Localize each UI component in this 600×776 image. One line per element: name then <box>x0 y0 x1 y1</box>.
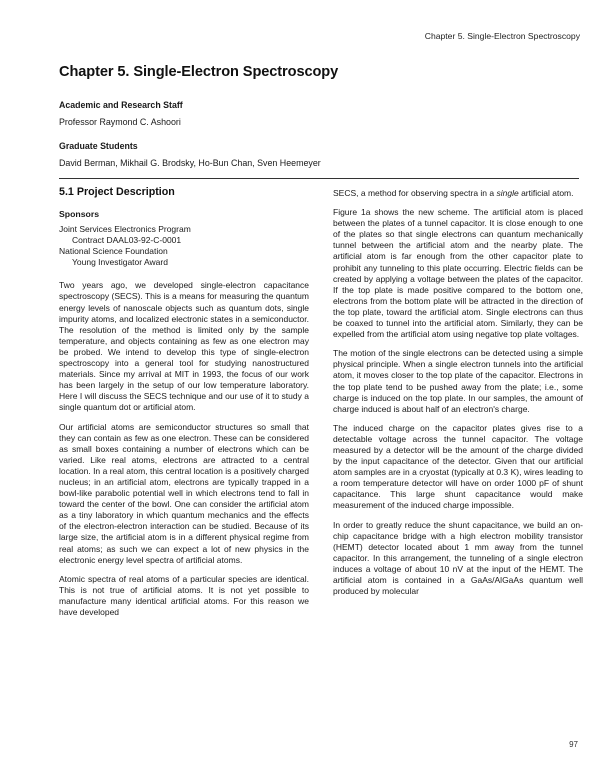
graduate-students-members: David Berman, Mikhail G. Brodsky, Ho-Bun Chan, Sven Heemeyer <box>59 158 321 168</box>
body-paragraph: Two years ago, we developed single-electron capacitance spectroscopy (SECS). This is a means for measuring the quantum energy levels of nanoscale objects such as quantum dots, single impurity atoms, and localized electronic states in a semiconductor. The resolution of the method is limited only by the sample temperature, and objects containing as few as one electron may be probed. We intend to develop this type of single-electron spectroscopy into a general tool for studying nanostructured materials. Since my arrival at MIT in 1993, the focus of our work has been largely in the setup of our low temperature laboratory. Here I will discuss the SECS technique and our use of it to study a single quantum dot or artificial atom. <box>59 280 309 413</box>
body-paragraph: The induced charge on the capacitor plates gives rise to a detectable voltage across the tunnel capacitor. The voltage measured by a detector will be the amount of the charge divided by the input capacitance of the detector. Given that our artificial atom samples are in a cryostat (typically at 0.3 K), wires leading to a room temperature detector will have on order 1000 pF of shunt capacitance. This large shunt capacitance would make measurement of the induced charge impossible. <box>333 422 583 511</box>
section-title: 5.1 Project Description <box>59 186 175 198</box>
body-paragraph: The motion of the single electrons can be detected using a simple physical principle. When a single electron tunnels into the artificial atom, it moves closer to the top plate of the capacitor. Electrons in the top plate tend to be pushed away from the plate; i.e., some charge is induced on the top plate. In our samples, the amount of charge induced is about half of an electron's charge. <box>333 348 583 414</box>
sponsor-line: Contract DAAL03-92-C-0001 <box>72 235 182 246</box>
left-column <box>59 186 309 626</box>
body-paragraph: Our artificial atoms are semiconductor structures so small that they can contain as few as one electron. These can be considered as small boxes containing a number of electrons which can be varied. Like real atoms, electrons are attracted to a central location. In a real atom, this central location is a positively charged nucleus; in an artificial atom, electrons are typically trapped in a bowl-like parabolic potential well in which electrons tend to fall in toward the center of the bowl. One can consider the artificial atom as a tiny laboratory in which quantum mechanics and the effects of the electron-electron interaction can be studied. Because of its large size, the artificial atom is in a different physical regime from real atoms; as such we can expect a lot of new physics in the electronic energy level spectra of artificial atoms. <box>59 421 309 565</box>
sponsors-heading: Sponsors <box>59 209 100 219</box>
right-column <box>333 188 583 605</box>
body-paragraph: In order to greatly reduce the shunt capacitance, we build an on-chip capacitance bridge with a high electron mobility transistor (HEMT) detector located about 1 mm away from the tunnel capacitor. In this arrangement, the tunneling of a single electron induces a voltage of about 10 nV at the input of the HEMT. The artificial atom is contained in a GaAs/AlGaAs quantum well produced by molecular <box>333 519 583 597</box>
body-paragraph: Figure 1a shows the new scheme. The artificial atom is placed between the plates of a tunnel capacitor. It is close enough to one of the plates so that single electrons can quantum mechanically tunnel between the artificial atom and the nearby plate. The artificial atom is far enough from the other capacitor plate to prohibit any tunneling to this plate occurring. Electric fields can be created by applying a voltage between the plates of the capacitor. If the top plate is made positive compared to the bottom one, electrons from the bottom plate will be attracted in the direction of the top plate, toward the artificial atom. Single electrons can thus be coaxed to tunnel into the artificial atom. Similarly, they can be expelled from the artificial atom using negative top plate voltages. <box>333 207 583 340</box>
academic-staff-members: Professor Raymond C. Ashoori <box>59 117 181 127</box>
chapter-title: Chapter 5. Single-Electron Spectroscopy <box>59 64 339 80</box>
continued-text-tail: artificial atom. <box>518 188 574 198</box>
page-number: 97 <box>569 740 578 749</box>
section-divider <box>59 178 579 179</box>
academic-staff-heading: Academic and Research Staff <box>59 100 183 110</box>
graduate-students-heading: Graduate Students <box>59 141 138 151</box>
body-paragraph: Atomic spectra of real atoms of a particular species are identical. This is not true of artificial atoms. It is not yet possible to manufacture many identical artificial atoms. For this reason we have developed <box>59 573 309 617</box>
sponsor-line: Young Investigator Award <box>72 257 168 268</box>
sponsors-list <box>59 224 309 268</box>
sponsor-line: National Science Foundation <box>59 246 168 257</box>
emphasis-text: single <box>496 188 519 198</box>
running-head: Chapter 5. Single-Electron Spectroscopy <box>424 31 580 41</box>
continued-text: SECS, a method for observing spectra in a <box>333 188 497 198</box>
body-paragraph-continued <box>333 188 583 199</box>
sponsor-line: Joint Services Electronics Program <box>59 224 191 234</box>
